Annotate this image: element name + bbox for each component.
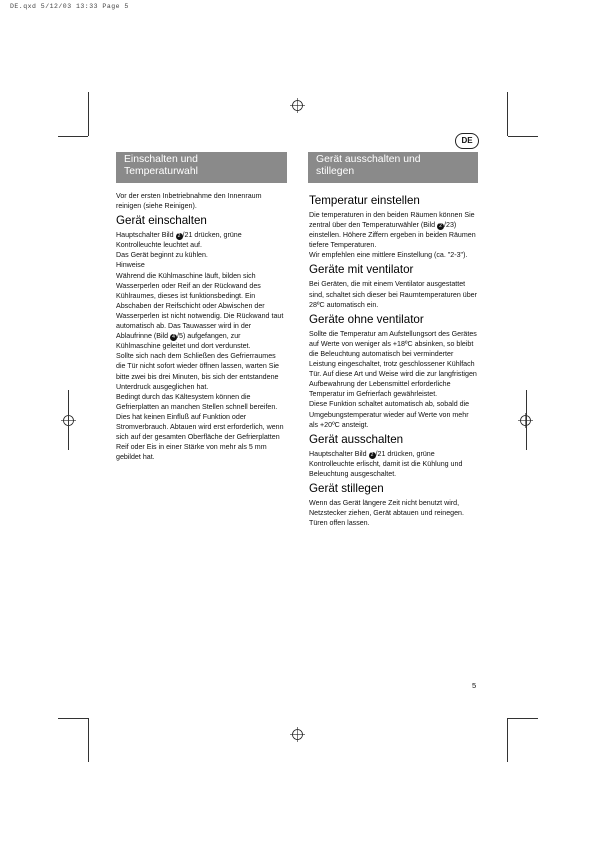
heading-stillegen: Gerät stillegen bbox=[309, 481, 384, 495]
paragraph: Wenn das Gerät längere Zeit nicht benutzt wird, Netzstecker ziehen, Gerät abtauen und reinegen. Türen offen lassen. bbox=[309, 498, 464, 528]
paragraph: Diese Funktion schaltet automatisch ab, sobald die Umgebungstemperatur wieder auf Werte von mehr als +20ºC ansteigt. bbox=[309, 400, 470, 429]
heading-mit-ventilator: Geräte mit ventilator bbox=[309, 263, 414, 277]
registration-mark-icon bbox=[290, 98, 305, 113]
crop-mark bbox=[508, 136, 538, 137]
crop-mark bbox=[507, 718, 508, 762]
crop-mark bbox=[508, 718, 538, 719]
paragraph: Sollte die Temperatur am Aufstellungsort des Gerätes auf Werte von weniger als +18ºC absinken, so bleibt die Beleuchtung automatisch bei verminderter Leistung eingeschaltet, trotz geschlossener Kühlfach Tür. Auf diese Art und Weise wird die zur langfristigen Aufbewahrung der Lebensmittel erforderliche Temperatur im Gefrierfach gewährleistet. bbox=[309, 329, 477, 399]
figure-ref-icon: 2 bbox=[437, 223, 444, 230]
text-run: Hauptschalter Bild bbox=[309, 449, 369, 458]
right-column bbox=[309, 191, 477, 528]
heading-ausschalten: Gerät ausschalten bbox=[309, 432, 404, 446]
crop-mark bbox=[88, 718, 89, 762]
text-run: Die temperaturen in den beiden Räumen können Sie zentral über den Temperaturwähler (Bild bbox=[309, 211, 475, 230]
text-run: Während die Kühlmaschine läuft, bilden sich Wasserperlen oder Reif an der Rückwand des Kühlraumes, dieses ist funktionsbedingt. Ein Abschaben der Reifschicht oder Abwischen der Wasserperlen ist nicht notwendig. Die Rückwand taut automatisch ab. Das Tauwasser wird in der Ablaufrinne (Bild bbox=[116, 271, 284, 341]
figure-ref-icon: 2 bbox=[369, 452, 376, 459]
text-run: Hauptschalter Bild bbox=[116, 231, 176, 240]
page-number: 5 bbox=[472, 681, 477, 690]
paragraph: Das Gerät beginnt zu kühlen. bbox=[116, 251, 208, 260]
heading-geraet-einschalten: Gerät einschalten bbox=[116, 214, 207, 228]
left-column bbox=[116, 191, 284, 462]
crop-mark bbox=[526, 390, 527, 450]
section-band-left bbox=[116, 152, 287, 183]
figure-ref-icon: 4 bbox=[170, 334, 177, 341]
text-run: /23) einstellen. Höhere Ziffern ergeben in beiden Räumen tiefere Temperaturen. bbox=[309, 221, 476, 250]
paragraph bbox=[116, 230, 284, 250]
intro-text: Vor der ersten Inbetriebnahme den Innenraum reinigen (siehe Reinigen). bbox=[116, 192, 262, 211]
band-title-line: Gerät ausschalten und bbox=[316, 154, 421, 165]
crop-mark bbox=[507, 92, 508, 136]
heading-temperatur: Temperatur einstellen bbox=[309, 194, 420, 207]
paragraph bbox=[116, 271, 284, 352]
paragraph: Wir empfehlen eine mittlere Einstellung (ca. "2-3"). bbox=[309, 251, 468, 260]
figure-ref-icon: 2 bbox=[176, 233, 183, 240]
text-run: /21 drücken, grüne Kontrolleuchte erlischt, damit ist die Kühlung und Beleuchtung ausgeschaltet. bbox=[309, 449, 463, 478]
crop-mark bbox=[88, 92, 89, 136]
crop-mark bbox=[58, 136, 88, 137]
crop-mark bbox=[58, 718, 88, 719]
heading-ohne-ventilator: Geräte ohne ventilator bbox=[309, 312, 424, 326]
paragraph: Hinweise bbox=[116, 261, 145, 270]
registration-mark-icon bbox=[290, 727, 305, 742]
paragraph: Sollte sich nach dem Schließen des Gefrierraumes die Tür nicht sofort wieder öffnen lassen, warten Sie bitte zwei bis drei Minuten, bis sich der entstandene Unterdruck ausgeglichen hat. bbox=[116, 352, 279, 391]
section-band-right bbox=[308, 152, 478, 183]
paragraph bbox=[309, 449, 477, 479]
band-title-line: Einschalten und bbox=[124, 154, 198, 165]
band-title-line: stillegen bbox=[316, 166, 355, 177]
paragraph: Bei Geräten, die mit einem Ventilator ausgestattet sind, schaltet sich dieser bei Raumtemperaturen über 28ºC automatisch ein. bbox=[309, 280, 477, 309]
text-run: /21 drücken, grüne Kontrolleuchte leuchtet auf. bbox=[116, 231, 242, 250]
language-badge: DE bbox=[455, 133, 479, 149]
text-run: /5) aufgefangen, zur Kühlmaschine geleitet und dort verdunstet. bbox=[116, 332, 251, 351]
paragraph bbox=[309, 210, 477, 250]
crop-mark bbox=[68, 390, 69, 450]
file-slug: DE.qxd 5/12/03 13:33 Page 5 bbox=[10, 3, 129, 10]
band-title-line: Temperaturwahl bbox=[124, 166, 198, 177]
paragraph: Bedingt durch das Kältesystem können die Gefrierplatten an manchen Stellen schnell bereifen. Dies hat keinen Einfluß auf Funktion oder Stromverbrauch. Abtauen wird erst erforderlich, wenn sich auf der gesamten Oberfläche der Gefrierplatten Reif oder Eis in einer Stärke von mehr als 5 mm gebildet hat. bbox=[116, 392, 284, 462]
